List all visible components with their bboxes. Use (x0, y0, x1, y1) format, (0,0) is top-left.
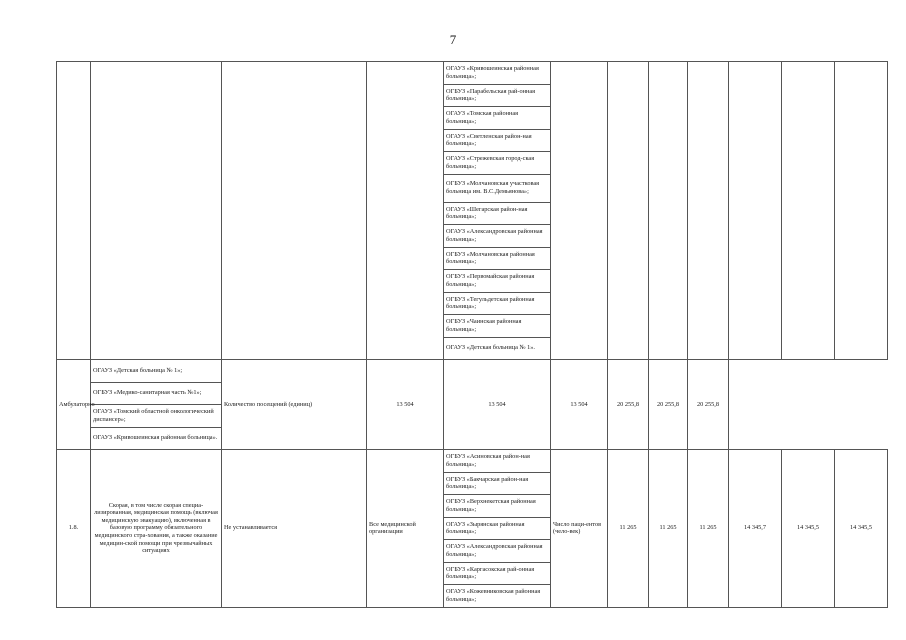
org-cell: ОГАУЗ «Шегарская район-ная больница»; (444, 202, 551, 225)
page-number: 7 (449, 32, 457, 47)
org-cell: ОГБУЗ «Парабельская рай-онная больница»; (444, 84, 551, 107)
cont-orgtype-cell (367, 62, 444, 360)
org-cell: ОГБУЗ «Бакчарская район-ная больница»; (444, 472, 551, 495)
amb-value-cell: 20 255,8 (688, 360, 729, 450)
org-cell: ОГАУЗ «Детская больница № 1». (444, 337, 551, 360)
org-cell: ОГБУЗ «Верхнекетская районная больница»; (444, 495, 551, 518)
org-cell: ОГАУЗ «Томская районная больница»; (444, 107, 551, 130)
org-cell: ОГБУЗ «Тегульдетская районная больница»; (444, 292, 551, 315)
org-cell: ОГАУЗ «Александровская районная больница»; (444, 225, 551, 248)
program-table (56, 61, 888, 608)
row-number-cell: 1.8. (57, 450, 91, 608)
org-cell: ОГАУЗ «Детская больница № 1»; (91, 360, 222, 383)
org-cell: ОГАУЗ «Зырянская районная больница»; (444, 517, 551, 540)
amb-value-cell: 13 504 (551, 360, 608, 450)
org-cell: ОГБУЗ «Каргасокская рай-онная больница»; (444, 562, 551, 585)
row-value-cell: 14 345,5 (782, 450, 835, 608)
cont-value-cell (729, 62, 782, 360)
cont-description-cell (91, 62, 222, 360)
cont-value-cell (688, 62, 729, 360)
cont-value-cell (649, 62, 688, 360)
row-description-cell: Скорая, в том числе скорая специа-лизированная, медицинская помощь (включая медицинскую эвакуацию), включенная в базовую программу обязательного медицинского стра-хования, а также оказание медицин-ской помощи при чрезвычайных ситуациях (91, 450, 222, 608)
org-cell: ОГБУЗ «Первомайская районная больница»; (444, 270, 551, 293)
table-row (57, 450, 888, 473)
table-row (57, 62, 888, 85)
amb-condition-cell: Амбулаторно (57, 360, 91, 450)
amb-value-cell: 20 255,8 (649, 360, 688, 450)
org-cell: ОГАУЗ «Кривошеинская районная больница»; (444, 62, 551, 85)
table-row (57, 360, 888, 383)
row-unit-cell: Число паци-ентов (чело-век) (551, 450, 608, 608)
cont-value-cell (782, 62, 835, 360)
cont-unit-cell (551, 62, 608, 360)
row-value-cell: 14 345,7 (729, 450, 782, 608)
cont-number-cell (57, 62, 91, 360)
org-cell: ОГАУЗ «Кожевниковская районная больница»; (444, 585, 551, 608)
org-cell: ОГБУЗ «Медико-санитарная часть №1»; (91, 382, 222, 405)
org-cell: ОГАУЗ «Кривошеинская районная больница». (91, 427, 222, 450)
row-value-cell: 11 265 (608, 450, 649, 608)
amb-unit-cell: Количество посещений (единиц) (222, 360, 367, 450)
row-orgtype-cell: Все медицинской организации (367, 450, 444, 608)
org-cell: ОГАУЗ «Стрежевская город-ская больница»; (444, 152, 551, 175)
amb-value-cell: 13 504 (444, 360, 551, 450)
amb-value-cell: 20 255,8 (608, 360, 649, 450)
row-value-cell: 14 345,5 (835, 450, 888, 608)
org-cell: ОГАУЗ «Томский областной онкологический диспансер»; (91, 405, 222, 428)
org-cell: ОГБУЗ «Молчановская районная больница»; (444, 247, 551, 270)
row-condition-cell: Не устанавливается (222, 450, 367, 608)
cont-condition-cell (222, 62, 367, 360)
row-value-cell: 11 265 (688, 450, 729, 608)
amb-value-cell: 13 504 (367, 360, 444, 450)
org-cell: ОГБУЗ «Асиновская район-ная больница»; (444, 450, 551, 473)
org-cell: ОГАУЗ «Светленская район-ная больница»; (444, 129, 551, 152)
cont-value-cell (835, 62, 888, 360)
org-cell: ОГБУЗ «Чаинская районная больница»; (444, 315, 551, 338)
org-cell: ОГАУЗ «Александровская районная больница»; (444, 540, 551, 563)
row-value-cell: 11 265 (649, 450, 688, 608)
cont-value-cell (608, 62, 649, 360)
org-cell: ОГБУЗ «Молчановская участковая больница им. В.С.Демьянова»; (444, 174, 551, 202)
